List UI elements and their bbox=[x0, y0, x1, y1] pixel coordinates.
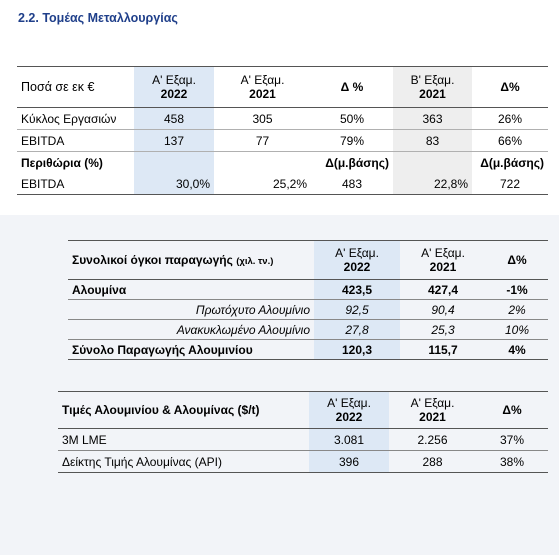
cell: 92,5 bbox=[314, 300, 400, 320]
cell: 115,7 bbox=[400, 340, 486, 360]
table-header bbox=[68, 241, 548, 280]
table-row bbox=[17, 130, 548, 152]
cell: 363 bbox=[393, 108, 472, 130]
cell: -1% bbox=[486, 280, 548, 300]
row-label: Δείκτης Τιμής Αλουμίνας (API) bbox=[58, 451, 309, 473]
cell: 2% bbox=[486, 300, 548, 320]
cell: 90,4 bbox=[400, 300, 486, 320]
section-heading: 2.2. Τομέας Μεταλλουργίας bbox=[18, 11, 178, 25]
table-row bbox=[68, 280, 548, 300]
header-delta: Δ% bbox=[486, 241, 548, 280]
cell: 66% bbox=[472, 130, 548, 152]
table-header bbox=[17, 67, 548, 108]
table-header bbox=[58, 392, 548, 429]
header-h1-2022: Α' Εξαμ. 2022 bbox=[314, 241, 400, 280]
cell: 120,3 bbox=[314, 340, 400, 360]
cell: 77 bbox=[214, 130, 311, 152]
cell: 25,3 bbox=[400, 320, 486, 340]
cell: 288 bbox=[389, 451, 476, 473]
table-row bbox=[58, 451, 548, 473]
header-h1-2022: Α' Εξαμ. 2022 bbox=[134, 67, 214, 108]
cell: 2.256 bbox=[389, 429, 476, 451]
cell: 50% bbox=[311, 108, 393, 130]
cell: 305 bbox=[214, 108, 311, 130]
header-h1-2021: Α' Εξαμ. 2021 bbox=[389, 392, 476, 429]
table-row bbox=[17, 152, 548, 174]
table-row bbox=[68, 300, 548, 320]
cell: 37% bbox=[476, 429, 548, 451]
cell: 22,8% bbox=[393, 173, 472, 195]
table-row bbox=[58, 429, 548, 451]
row-label: Κύκλος Εργασιών bbox=[17, 108, 134, 130]
table-row bbox=[17, 173, 548, 195]
financials-table bbox=[17, 66, 548, 195]
cell: 10% bbox=[486, 320, 548, 340]
cell: 458 bbox=[134, 108, 214, 130]
row-label: Σύνολο Παραγωγής Αλουμινίου bbox=[68, 340, 314, 360]
header-label: Ποσά σε εκ € bbox=[17, 67, 134, 108]
table-row bbox=[68, 320, 548, 340]
header-delta: Δ% bbox=[476, 392, 548, 429]
row-label: Πρωτόχυτο Αλουμίνιο bbox=[68, 300, 314, 320]
header-delta: Δ % bbox=[311, 67, 393, 108]
cell: 38% bbox=[476, 451, 548, 473]
cell: 83 bbox=[393, 130, 472, 152]
header-h1-2022: Α' Εξαμ. 2022 bbox=[309, 392, 389, 429]
cell: 427,4 bbox=[400, 280, 486, 300]
cell: 722 bbox=[472, 173, 548, 195]
production-title: Συνολικοί όγκοι παραγωγής (χιλ. τν.) bbox=[68, 241, 314, 280]
cell: 79% bbox=[311, 130, 393, 152]
cell: 137 bbox=[134, 130, 214, 152]
cell: 3.081 bbox=[309, 429, 389, 451]
header-delta-2: Δ% bbox=[472, 67, 548, 108]
table-row bbox=[17, 108, 548, 130]
cell bbox=[214, 152, 311, 174]
production-table bbox=[68, 240, 548, 360]
table-row bbox=[68, 340, 548, 360]
prices-table bbox=[58, 391, 548, 473]
cell: 26% bbox=[472, 108, 548, 130]
row-label: EBITDA bbox=[17, 130, 134, 152]
cell: 423,5 bbox=[314, 280, 400, 300]
cell: 483 bbox=[311, 173, 393, 195]
row-label: Ανακυκλωμένο Αλουμίνιο bbox=[68, 320, 314, 340]
cell: 396 bbox=[309, 451, 389, 473]
row-label: Περιθώρια (%) bbox=[21, 155, 103, 170]
cell bbox=[393, 152, 472, 174]
header-h1-2021: Α' Εξαμ. 2021 bbox=[214, 67, 311, 108]
cell: 30,0% bbox=[134, 173, 214, 195]
row-label: 3M LME bbox=[58, 429, 309, 451]
cell: 27,8 bbox=[314, 320, 400, 340]
cell bbox=[134, 152, 214, 174]
row-label: Αλουμίνα bbox=[68, 280, 314, 300]
header-h2-2021: Β' Εξαμ. 2021 bbox=[393, 67, 472, 108]
row-label: EBITDA bbox=[17, 173, 134, 195]
prices-title: Τιμές Αλουμινίου & Αλουμίνας ($/t) bbox=[58, 392, 309, 429]
cell: 25,2% bbox=[214, 173, 311, 195]
cell: Δ(μ.βάσης) bbox=[480, 155, 544, 170]
cell: Δ(μ.βάσης) bbox=[325, 155, 389, 170]
header-h1-2021: Α' Εξαμ. 2021 bbox=[400, 241, 486, 280]
cell: 4% bbox=[486, 340, 548, 360]
